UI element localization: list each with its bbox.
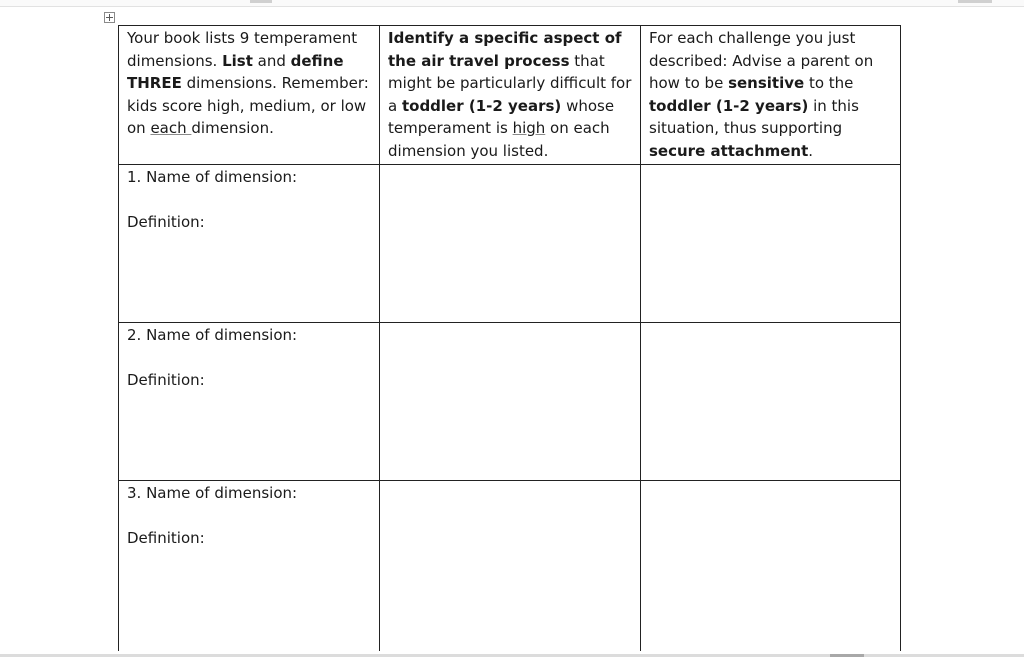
table-row <box>119 165 901 323</box>
header-cell-dimensions[interactable]: Your book lists 9 temperament dimensions. List and define THREE dimensions. Remember: kids score high, medium, or low on each dimension. <box>119 26 380 165</box>
advice-cell-1[interactable] <box>641 165 901 323</box>
definition-label: Definition: <box>127 212 205 231</box>
table-row <box>119 323 901 481</box>
advice-cell-3[interactable] <box>641 481 901 651</box>
top-edge-mark <box>250 0 272 3</box>
dimension-cell-1[interactable] <box>119 165 380 323</box>
header-cell-advice[interactable]: For each challenge you just described: Advise a parent on how to be sensitive to the toddler (1-2 years) in this situation, thus supporting secure attachment. <box>641 26 901 165</box>
air-travel-cell-2[interactable] <box>380 323 641 481</box>
table-header-row <box>119 26 901 165</box>
definition-label: Definition: <box>127 528 205 547</box>
definition-label: Definition: <box>127 370 205 389</box>
table-move-handle-icon[interactable] <box>104 12 115 23</box>
dimension-name-label: 1. Name of dimension: <box>127 168 298 186</box>
table-row <box>119 481 901 651</box>
window-top-edge <box>0 0 1024 7</box>
dimension-name-label: 3. Name of dimension: <box>127 484 298 502</box>
dimension-cell-3[interactable] <box>119 481 380 651</box>
dimension-cell-2[interactable] <box>119 323 380 481</box>
header-cell-air-travel[interactable]: Identify a specific aspect of the air travel process that might be particularly difficult for a toddler (1-2 years) whose temperament is high on each dimension you listed. <box>380 26 641 165</box>
advice-cell-2[interactable] <box>641 323 901 481</box>
air-travel-cell-3[interactable] <box>380 481 641 651</box>
worksheet-table <box>118 25 901 651</box>
air-travel-cell-1[interactable] <box>380 165 641 323</box>
top-edge-mark <box>958 0 992 3</box>
dimension-name-label: 2. Name of dimension: <box>127 326 298 344</box>
